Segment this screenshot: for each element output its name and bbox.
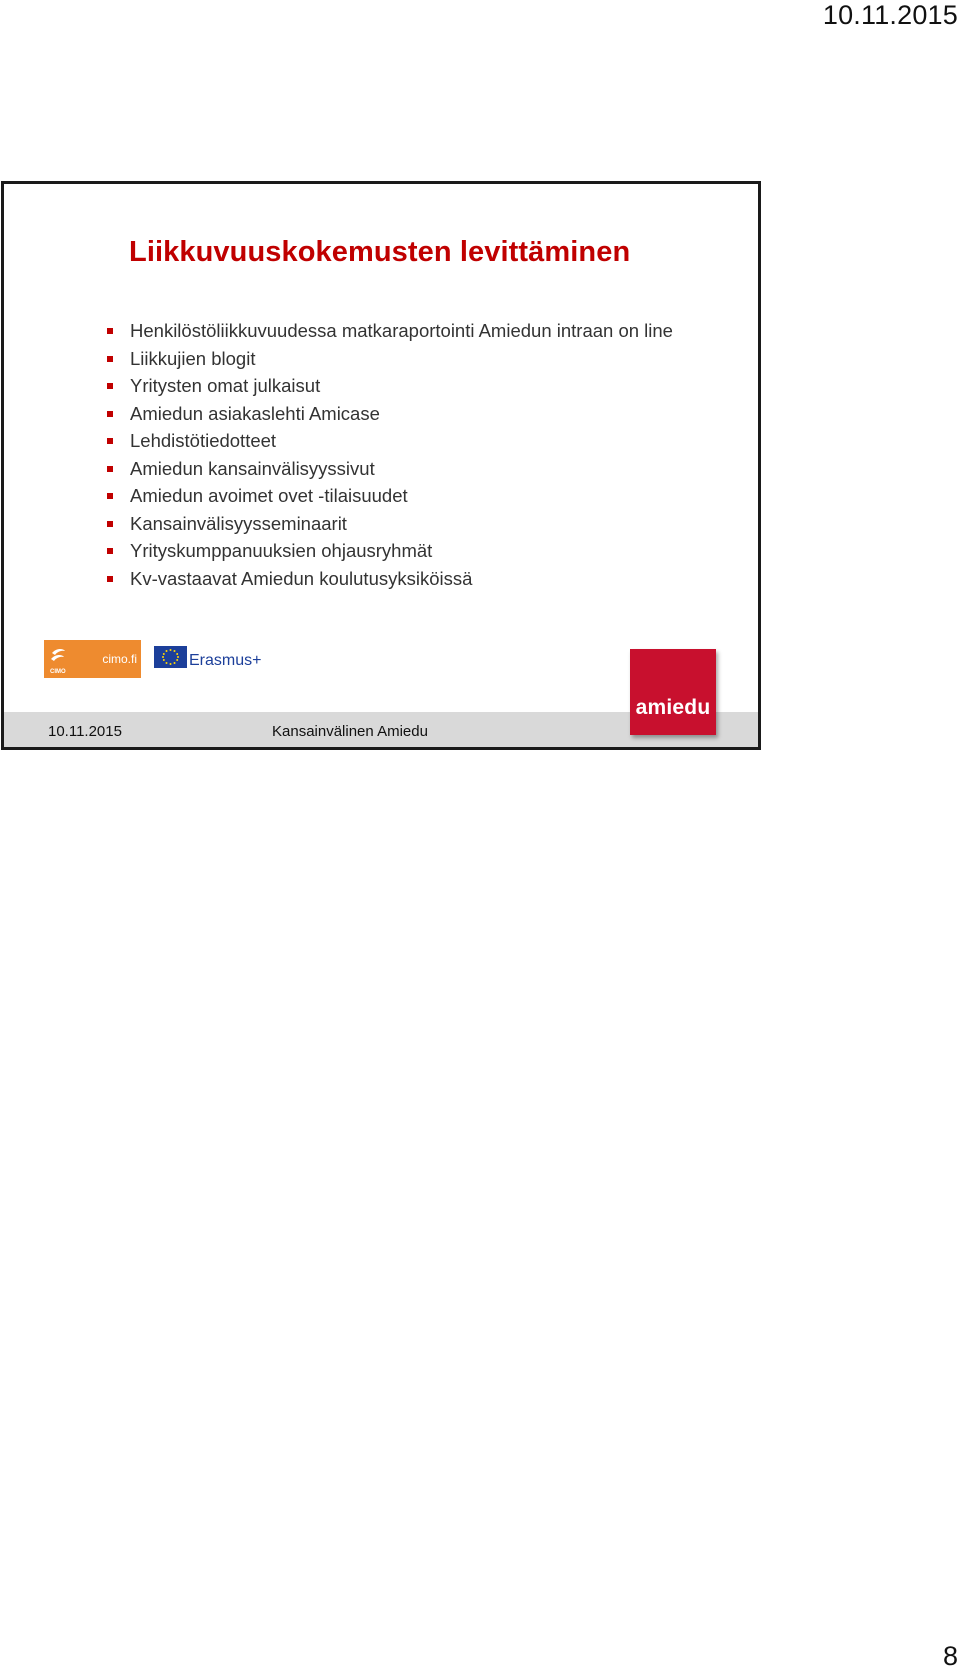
slide-title: Liikkuvuuskokemusten levittäminen xyxy=(129,236,631,268)
square-bullet-icon xyxy=(107,356,113,362)
list-item-text: Liikkujien blogit xyxy=(130,347,256,369)
list-item-text: Kv-vastaavat Amiedun koulutusyksiköissä xyxy=(130,567,473,589)
list-item xyxy=(104,455,673,483)
square-bullet-icon xyxy=(107,576,113,582)
square-bullet-icon xyxy=(107,548,113,554)
bullet-list xyxy=(104,317,673,592)
cimo-small-label: CIMO xyxy=(50,669,66,675)
list-item xyxy=(104,537,673,565)
footer-title: Kansainvälinen Amiedu xyxy=(272,723,428,740)
cimo-logo xyxy=(44,640,141,678)
list-item-text: Henkilöstöliikkuvuudessa matkaraportointi Amiedun intraan on line xyxy=(130,320,673,341)
slide xyxy=(1,181,761,750)
square-bullet-icon xyxy=(107,328,113,334)
list-item-text: Amiedun avoimet ovet -tilaisuudet xyxy=(130,485,408,506)
list-item-text: Amiedun asiakaslehti Amicase xyxy=(130,402,380,424)
page-number: 8 xyxy=(942,1641,958,1671)
cimo-label: cimo.fi xyxy=(102,652,137,666)
list-item xyxy=(104,565,673,593)
amiedu-logo xyxy=(630,649,716,735)
list-item-text: Kansainvälisyysseminaarit xyxy=(130,512,347,534)
square-bullet-icon xyxy=(107,466,113,472)
amiedu-label: amiedu xyxy=(635,696,711,719)
square-bullet-icon xyxy=(107,521,113,527)
list-item xyxy=(104,427,673,455)
square-bullet-icon xyxy=(107,493,113,499)
erasmus-label: Erasmus+ xyxy=(189,652,262,669)
list-item xyxy=(104,372,673,400)
square-bullet-icon xyxy=(107,438,113,444)
list-item-text: Yrityskumppanuuksien ohjausryhmät xyxy=(130,540,433,561)
square-bullet-icon xyxy=(107,411,113,417)
list-item xyxy=(104,482,673,510)
square-bullet-icon xyxy=(107,383,113,389)
list-item xyxy=(104,510,673,538)
list-item xyxy=(104,345,673,373)
footer-date: 10.11.2015 xyxy=(48,723,122,740)
list-item-text: Lehdistötiedotteet xyxy=(130,430,277,451)
page-header-date: 10.11.2015 xyxy=(822,0,958,30)
list-item xyxy=(104,317,673,345)
erasmus-logo xyxy=(151,644,261,678)
list-item xyxy=(104,400,673,428)
list-item-text: Yritysten omat julkaisut xyxy=(130,375,321,396)
list-item-text: Amiedun kansainvälisyyssivut xyxy=(130,457,375,479)
eu-flag-icon xyxy=(154,646,187,668)
